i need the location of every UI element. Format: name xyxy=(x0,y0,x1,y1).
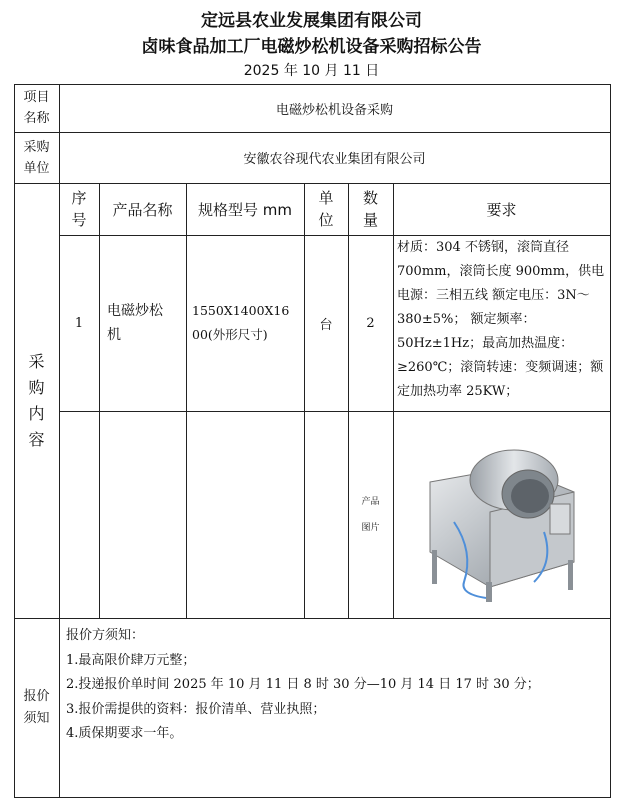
quote-notice-content xyxy=(66,624,611,747)
header-quantity: 数 量 xyxy=(362,189,378,229)
header-product-name: 产品名称 xyxy=(112,200,173,219)
row-product-name: 电磁炒松 机 xyxy=(107,303,163,343)
row-spec: 1550X1400X16 00(外形尺寸) xyxy=(192,303,290,342)
header-spec: 规格型号 mm xyxy=(198,200,292,219)
row-requirements: 材质：304 不锈钢，滚筒直径 700mm，滚筒长度 900mm，供电电源：三相五线 额定电压：3N～380±5%； 额定频率：50Hz±1Hz；最高加热温度：≥260℃；滚筒转速：变频调速；额定加热功率 25KW； xyxy=(397,240,605,399)
header-seq: 序 号 xyxy=(71,189,87,229)
project-name-value: 电磁炒松机设备采购 xyxy=(275,102,393,118)
quote-notice-item: 1.最高限价肆万元整； xyxy=(66,652,196,668)
row-quantity: 2 xyxy=(366,315,375,331)
row-seq: 1 xyxy=(74,315,84,331)
product-photo xyxy=(394,412,610,618)
buyer-value: 安徽农谷现代农业集团有限公司 xyxy=(243,152,426,167)
quote-notice-item: 3.报价需提供的资料：报价清单、营业执照； xyxy=(66,701,326,717)
project-name-label: 项目 名称 xyxy=(23,90,50,126)
header-unit: 单 位 xyxy=(318,189,334,229)
quote-notice-item: 4.质保期要求一年。 xyxy=(66,726,183,741)
buyer-label: 采购 单位 xyxy=(23,139,50,176)
product-image-label: 产品 图片 xyxy=(361,496,380,533)
quote-notice-item: 2.投递报价单时间 2025 年 10 月 11 日 8 时 30 分—10 月 14 日 17 时 30 分； xyxy=(66,677,540,692)
announcement-title: 卤味食品加工厂电磁炒松机设备采购招标公告 xyxy=(141,37,482,57)
header-requirements: 要求 xyxy=(486,200,517,219)
quote-notice-label: 报价 须知 xyxy=(23,688,50,726)
announcement-date: 2025 年 10 月 11 日 xyxy=(243,63,380,79)
quote-notice-intro: 报价方须知： xyxy=(66,628,145,643)
procurement-content-label: 采 购 内 容 xyxy=(28,351,45,449)
company-title: 定远县农业发展集团有限公司 xyxy=(201,11,422,31)
row-unit: 台 xyxy=(319,317,333,333)
